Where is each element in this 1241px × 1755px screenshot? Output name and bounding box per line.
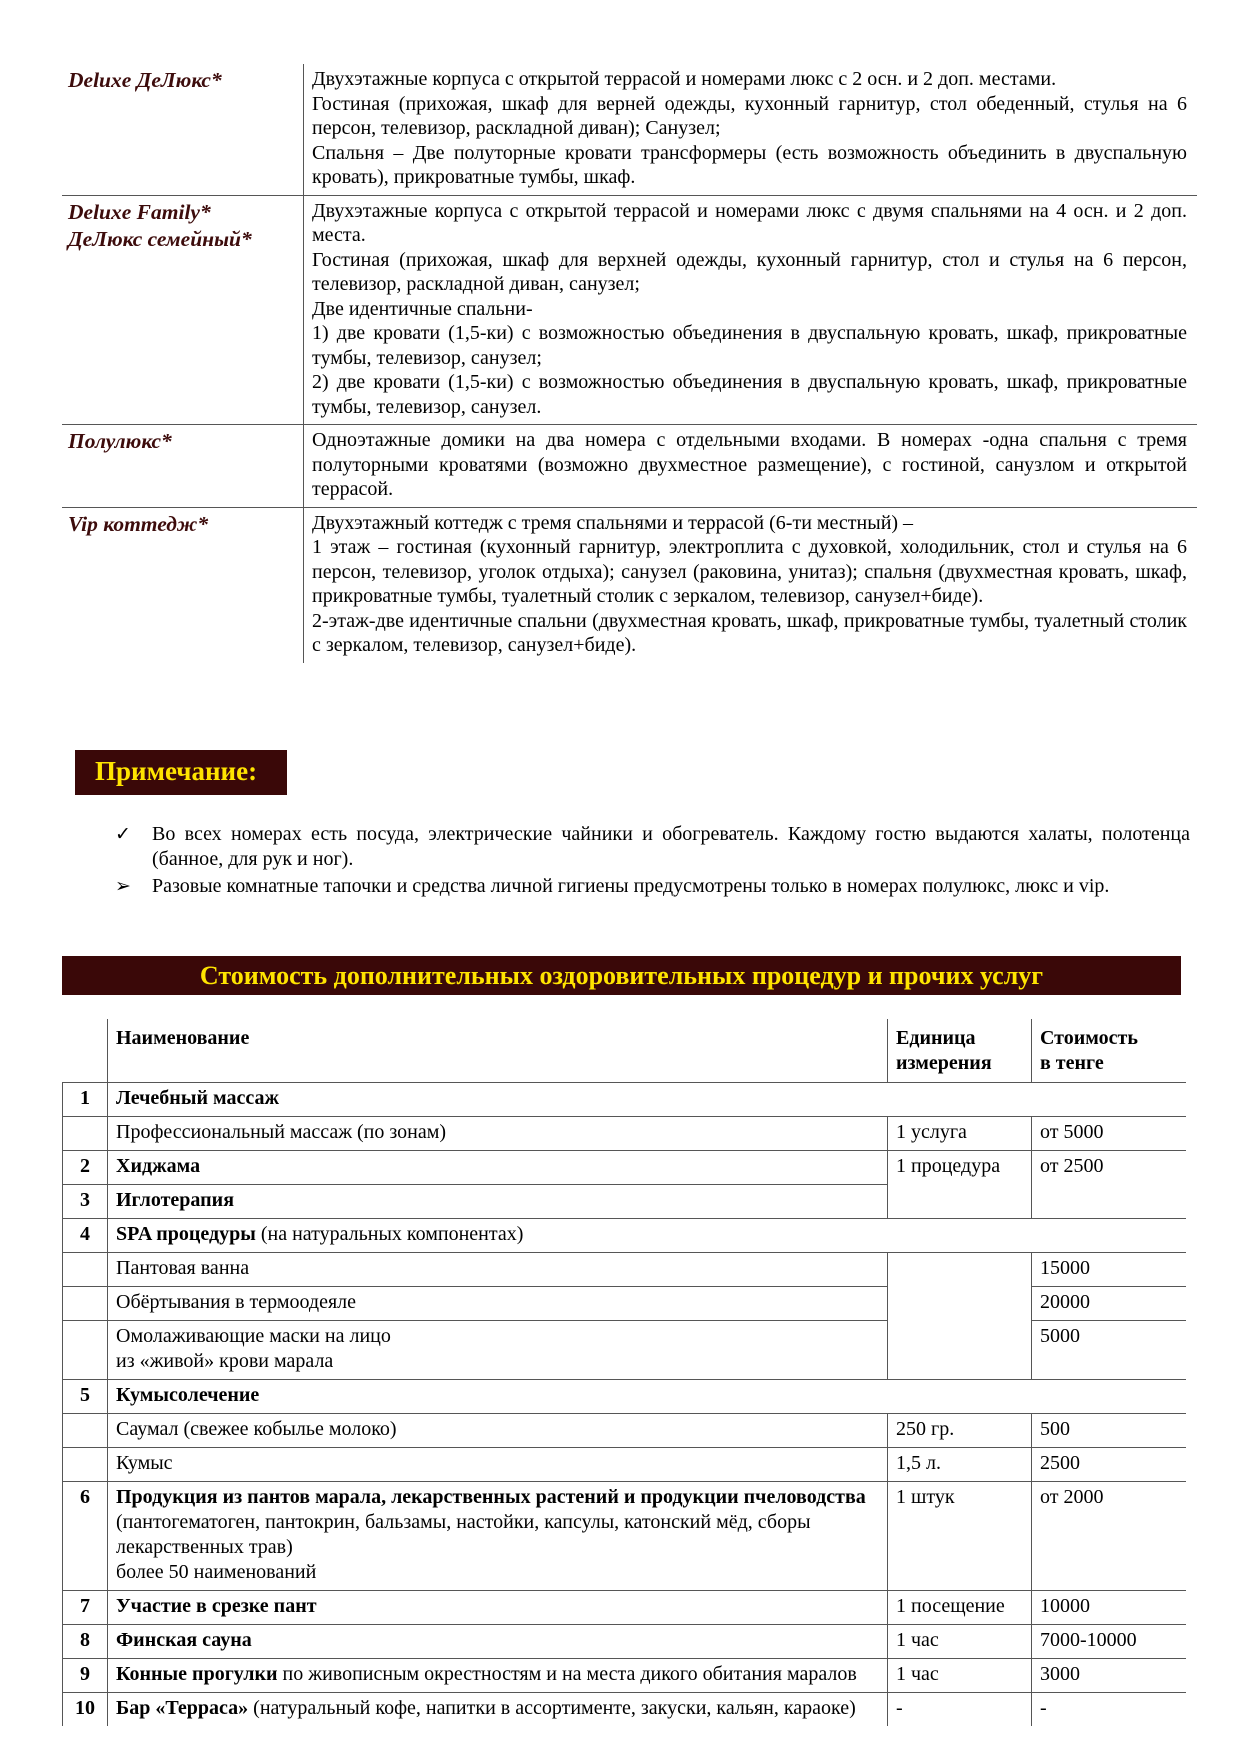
row-number: 7 <box>63 1591 108 1625</box>
table-row <box>63 1219 1186 1253</box>
row-number: 3 <box>63 1185 108 1219</box>
category-name: Лечебный массаж <box>108 1083 1186 1117</box>
note-heading: Примечание: <box>75 750 287 795</box>
arrow-bullet-icon: ➢ <box>115 875 131 897</box>
header-num-cell <box>63 1019 108 1083</box>
room-description <box>312 428 1187 502</box>
desc-paragraph: Одноэтажные домики на два номера с отдельными входами. В номерах -одна спальня с тремя полуторными кроватями (возможно двухместное размещение), с гостиной, санузлом и открытой террасой. <box>312 429 1187 500</box>
room-type-name-ru: ДеЛюкс семейный* <box>68 226 252 251</box>
desc-paragraph: 2-этаж-две идентичные спальни (двухместная кровать, шкаф, прикроватные тумбы, туалетный столик с зеркалом, телевизор, санузел+биде). <box>312 609 1187 656</box>
category-name <box>108 1659 888 1693</box>
service-name-line2: из «живой» крови марала <box>116 1350 334 1372</box>
service-cost: 7000-10000 <box>1032 1625 1186 1659</box>
service-cost: 2500 <box>1032 1448 1186 1482</box>
row-number: 8 <box>63 1625 108 1659</box>
row-number: 2 <box>63 1151 108 1185</box>
room-type-cell <box>62 507 304 663</box>
category-name: Хиджама <box>108 1151 888 1185</box>
table-row <box>62 195 1197 425</box>
list-item <box>115 874 1190 900</box>
desc-paragraph: Две идентичные спальни- <box>312 297 533 320</box>
row-number <box>63 1414 108 1448</box>
service-cost: 20000 <box>1032 1287 1186 1321</box>
table-row <box>63 1659 1186 1693</box>
header-unit-line1: Единица <box>896 1027 976 1049</box>
row-number: 5 <box>63 1380 108 1414</box>
row-number <box>63 1253 108 1287</box>
category-name: Кумысолечение <box>108 1380 1186 1414</box>
room-description <box>312 511 1187 658</box>
table-row <box>62 507 1197 663</box>
table-row <box>63 1117 1186 1151</box>
service-cost: 3000 <box>1032 1659 1186 1693</box>
room-types-table <box>62 64 1197 663</box>
table-row <box>63 1253 1186 1287</box>
service-unit <box>888 1253 1032 1380</box>
header-cost-line1: Стоимость <box>1040 1027 1138 1049</box>
room-type-cell <box>62 425 304 508</box>
table-row <box>63 1083 1186 1117</box>
table-row <box>63 1591 1186 1625</box>
check-icon: ✓ <box>115 823 131 845</box>
table-row <box>62 425 1197 508</box>
desc-paragraph: 1 этаж – гостиная (кухонный гарнитур, электроплита с духовкой, холодильник, стол и стулья на 6 персон, телевизор, уголок отдыха); санузел (раковина, унитаз); спальня (двухместная кровать, шкаф, прикроватные тумбы, туалетный столик с зеркалом, телевизор, санузел+биде). <box>312 536 1187 607</box>
service-unit: 1 час <box>888 1659 1032 1693</box>
service-unit: 1 штук <box>888 1482 1032 1591</box>
service-cost: от 5000 <box>1032 1117 1186 1151</box>
table-header-row <box>63 1019 1186 1083</box>
service-unit: 1 услуга <box>888 1117 1032 1151</box>
table-row <box>62 64 1197 195</box>
category-name-bold: Продукция из пантов марала, лекарственных растений и продукции пчеловодства <box>116 1486 866 1508</box>
category-name-bold: Конные прогулки <box>116 1663 278 1685</box>
service-name: Профессиональный массаж (по зонам) <box>108 1117 888 1151</box>
desc-paragraph: Двухэтажный коттедж с тремя спальнями и террасой (6-ти местный) – <box>312 511 914 534</box>
row-number: 4 <box>63 1219 108 1253</box>
service-cost: - <box>1040 1697 1047 1719</box>
row-number <box>63 1287 108 1321</box>
service-unit: - <box>888 1693 1032 1727</box>
row-number: 6 <box>63 1482 108 1591</box>
room-desc-cell <box>304 507 1198 663</box>
service-cost: 15000 <box>1032 1253 1186 1287</box>
room-desc-cell <box>304 64 1198 195</box>
category-name-rest: (пантогематоген, пантокрин, бальзамы, настойки, капсулы, катонский мёд, сборы лекарственных трав) <box>116 1511 811 1558</box>
category-name <box>108 1693 888 1727</box>
service-unit: 250 гр. <box>888 1414 1032 1448</box>
service-name: Пантовая ванна <box>108 1253 888 1287</box>
service-name-line1: Омолаживающие маски на лицо <box>116 1325 391 1347</box>
category-name-bold: Бар «Терраса» <box>116 1697 249 1719</box>
category-name-bold: SPA процедуры <box>116 1223 256 1245</box>
service-cost: 10000 <box>1032 1591 1186 1625</box>
table-row <box>63 1625 1186 1659</box>
category-name <box>108 1482 888 1591</box>
list-item <box>115 822 1190 873</box>
service-name: Обёртывания в термоодеяле <box>108 1287 888 1321</box>
note-list <box>62 822 1190 900</box>
row-number <box>63 1448 108 1482</box>
table-row <box>63 1414 1186 1448</box>
desc-paragraph: Гостиная (прихожая, шкаф для верней одежды, кухонный гарнитур, стол обеденный, стулья на 6 персон, телевизор, раскладной диван); Санузел; <box>312 92 1187 139</box>
service-name: Саумал (свежее кобылье молоко) <box>108 1414 888 1448</box>
table-row <box>63 1482 1186 1591</box>
category-name-rest: (на натуральных компонентах) <box>255 1223 524 1245</box>
service-unit: 1 процедура <box>888 1151 1032 1219</box>
note-text: Во всех номерах есть посуда, электрические чайники и обогреватель. Каждому гостю выдаются халаты, полотенца (банное, для рук и ног). <box>152 822 1190 870</box>
category-name-line2: более 50 наименований <box>116 1561 317 1583</box>
table-row <box>63 1693 1186 1727</box>
room-description <box>312 199 1187 420</box>
header-cost <box>1032 1019 1186 1083</box>
desc-paragraph: Двухэтажные корпуса с открытой террасой и номерами люкс с 2 осн. и 2 доп. местами. <box>312 68 1057 90</box>
service-name: Кумыс <box>108 1448 888 1482</box>
header-name: Наименование <box>108 1019 888 1083</box>
price-table <box>62 1019 1186 1726</box>
table-row <box>63 1380 1186 1414</box>
desc-paragraph: Гостиная (прихожая, шкаф для верхней одежды, кухонный гарнитур, стол и стулья на 6 персон, телевизор, раскладной диван, санузел; <box>312 248 1187 295</box>
room-type-name: Deluxe ДеЛюкс* <box>68 68 222 92</box>
category-name-rest: (натуральный кофе, напитки в ассортименте, закуски, кальян, караоке) <box>248 1697 856 1719</box>
table-row <box>63 1448 1186 1482</box>
room-type-cell <box>62 195 304 425</box>
note-text: Разовые комнатные тапочки и средства личной гигиены предусмотрены только в номерах полулюкс, люкс и vip. <box>152 874 1110 897</box>
service-cost: от 2500 <box>1032 1151 1186 1219</box>
table-row <box>63 1151 1186 1185</box>
room-desc-cell <box>304 425 1198 508</box>
header-unit <box>888 1019 1032 1083</box>
room-type-name: Полулюкс* <box>68 429 172 453</box>
category-name: Участие в срезке пант <box>108 1591 888 1625</box>
desc-paragraph: 2) две кровати (1,5-ки) с возможностью объединения в двуспальную кровать, шкаф, прикроватные тумбы, телевизор, санузел. <box>312 371 1187 418</box>
desc-paragraph: Двухэтажные корпуса с открытой террасой и номерами люкс с двумя спальнями на 4 осн. и 2 доп. места. <box>312 199 1187 246</box>
service-name <box>108 1321 888 1380</box>
desc-paragraph: Спальня – Две полуторные кровати трансформеры (есть возможность объединить в двуспальную кровать), прикроватные тумбы, шкаф. <box>312 141 1187 188</box>
header-unit-line2: измерения <box>896 1052 992 1074</box>
category-name <box>108 1219 1186 1253</box>
services-banner-title: Стоимость дополнительных оздоровительных процедур и прочих услуг <box>199 960 1044 990</box>
room-type-name: Deluxe Family* <box>68 199 211 224</box>
room-desc-cell <box>304 195 1198 425</box>
row-number <box>63 1321 108 1380</box>
service-cost: от 2000 <box>1032 1482 1186 1591</box>
row-number <box>63 1117 108 1151</box>
category-name-rest: по живописным окрестностям и на места дикого обитания маралов <box>277 1663 857 1685</box>
service-unit: 1,5 л. <box>888 1448 1032 1482</box>
room-description <box>312 67 1187 190</box>
category-name: Иглотерапия <box>108 1185 888 1219</box>
row-number: 1 <box>63 1083 108 1117</box>
service-unit: 1 час <box>888 1625 1032 1659</box>
service-cost: 5000 <box>1032 1321 1186 1380</box>
service-unit: 1 посещение <box>888 1591 1032 1625</box>
row-number: 9 <box>63 1659 108 1693</box>
category-name: Финская сауна <box>108 1625 888 1659</box>
services-banner <box>62 956 1181 995</box>
room-type-cell <box>62 64 304 195</box>
room-type-name: Vip коттедж* <box>68 511 209 536</box>
desc-paragraph: 1) две кровати (1,5-ки) с возможностью объединения в двуспальную кровать, шкаф, прикроватные тумбы, телевизор, санузел; <box>312 322 1187 369</box>
service-cost: 500 <box>1032 1414 1186 1448</box>
row-number: 10 <box>63 1693 108 1727</box>
header-cost-line2: в тенге <box>1040 1052 1104 1074</box>
